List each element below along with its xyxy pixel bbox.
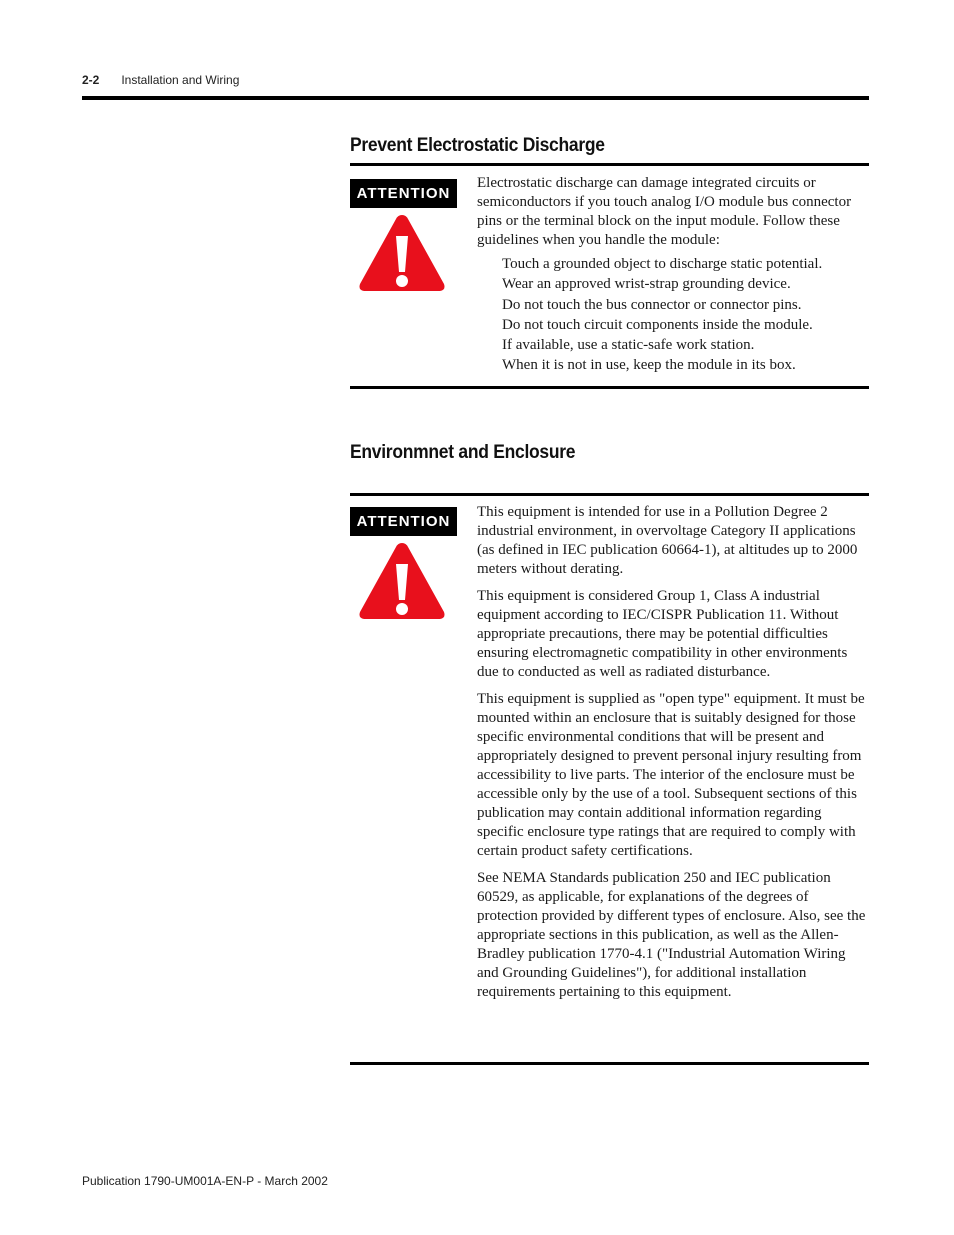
section-top-rule xyxy=(350,163,869,166)
attention-label: ATTENTION xyxy=(350,507,457,536)
list-item: Do not touch the bus connector or connector pins. xyxy=(502,296,802,313)
list-item: Do not touch circuit components inside the module. xyxy=(502,316,813,333)
section-title-enclosure: Environmnet and Enclosure xyxy=(350,442,576,463)
header-rule xyxy=(82,96,869,100)
esd-intro-text: Electrostatic discharge can damage integrated circuits or semiconductors if you touch analog I/O module bus connector pins or the terminal block on the input module. Follow these guidelines when you handle the module: xyxy=(477,175,852,248)
list-item: If available, use a static-safe work station. xyxy=(502,337,755,354)
list-item: When it is not in use, keep the module in its box. xyxy=(502,357,796,374)
paragraph: This equipment is intended for use in a Pollution Degree 2 industrial environment, in overvoltage Category II applications (as defined in IEC publication 60664-1), at altitudes up to 2000 meters without derating. xyxy=(477,504,858,577)
paragraph: See NEMA Standards publication 250 and IEC publication 60529, as applicable, for explanations of the degrees of protection provided by different types of enclosure. Also, see the appropriate sections in this publication, as well as the Allen-Bradley publication 1770-4.1 ("Industrial Automation Wiring and Grounding Guidelines"), for additional installation requirements pertaining to this equipment. xyxy=(477,870,866,1000)
warning-triangle-icon xyxy=(357,212,447,294)
chapter-title: Installation and Wiring xyxy=(121,73,240,87)
section-top-rule xyxy=(350,493,869,496)
page-footer: Publication 1790-UM001A-EN-P - March 2002 xyxy=(82,1174,328,1188)
section-bottom-rule xyxy=(350,1062,869,1065)
section-title-esd: Prevent Electrostatic Discharge xyxy=(350,135,605,156)
paragraph: This equipment is considered Group 1, Class A industrial equipment according to IEC/CISPR Publication 11. Without appropriate precautions, there may be potential difficulties ensuring electromagnetic compatibility in other environments due to conducted as well as radiated disturbance. xyxy=(477,588,848,680)
page-header xyxy=(82,73,239,87)
enclosure-text xyxy=(477,503,869,1010)
list-item: Touch a grounded object to discharge static potential. xyxy=(502,256,823,272)
attention-label: ATTENTION xyxy=(350,179,457,208)
esd-guidelines-list xyxy=(502,254,869,376)
paragraph: This equipment is supplied as "open type" equipment. It must be mounted within an enclosure that is suitably designed for those specific environmental conditions that will be present and appropriately designed to prevent personal injury resulting from accessibility to live parts. The interior of the enclosure must be accessible only by the use of a tool. Subsequent sections of this publication may contain additional information regarding specific enclosure type ratings that are required to comply with certain product safety certifications. xyxy=(477,691,865,859)
page-number: 2-2 xyxy=(82,73,100,87)
warning-triangle-icon xyxy=(357,540,447,622)
list-item: Wear an approved wrist-strap grounding device. xyxy=(502,276,791,293)
section-bottom-rule xyxy=(350,386,869,389)
esd-intro xyxy=(477,174,869,258)
